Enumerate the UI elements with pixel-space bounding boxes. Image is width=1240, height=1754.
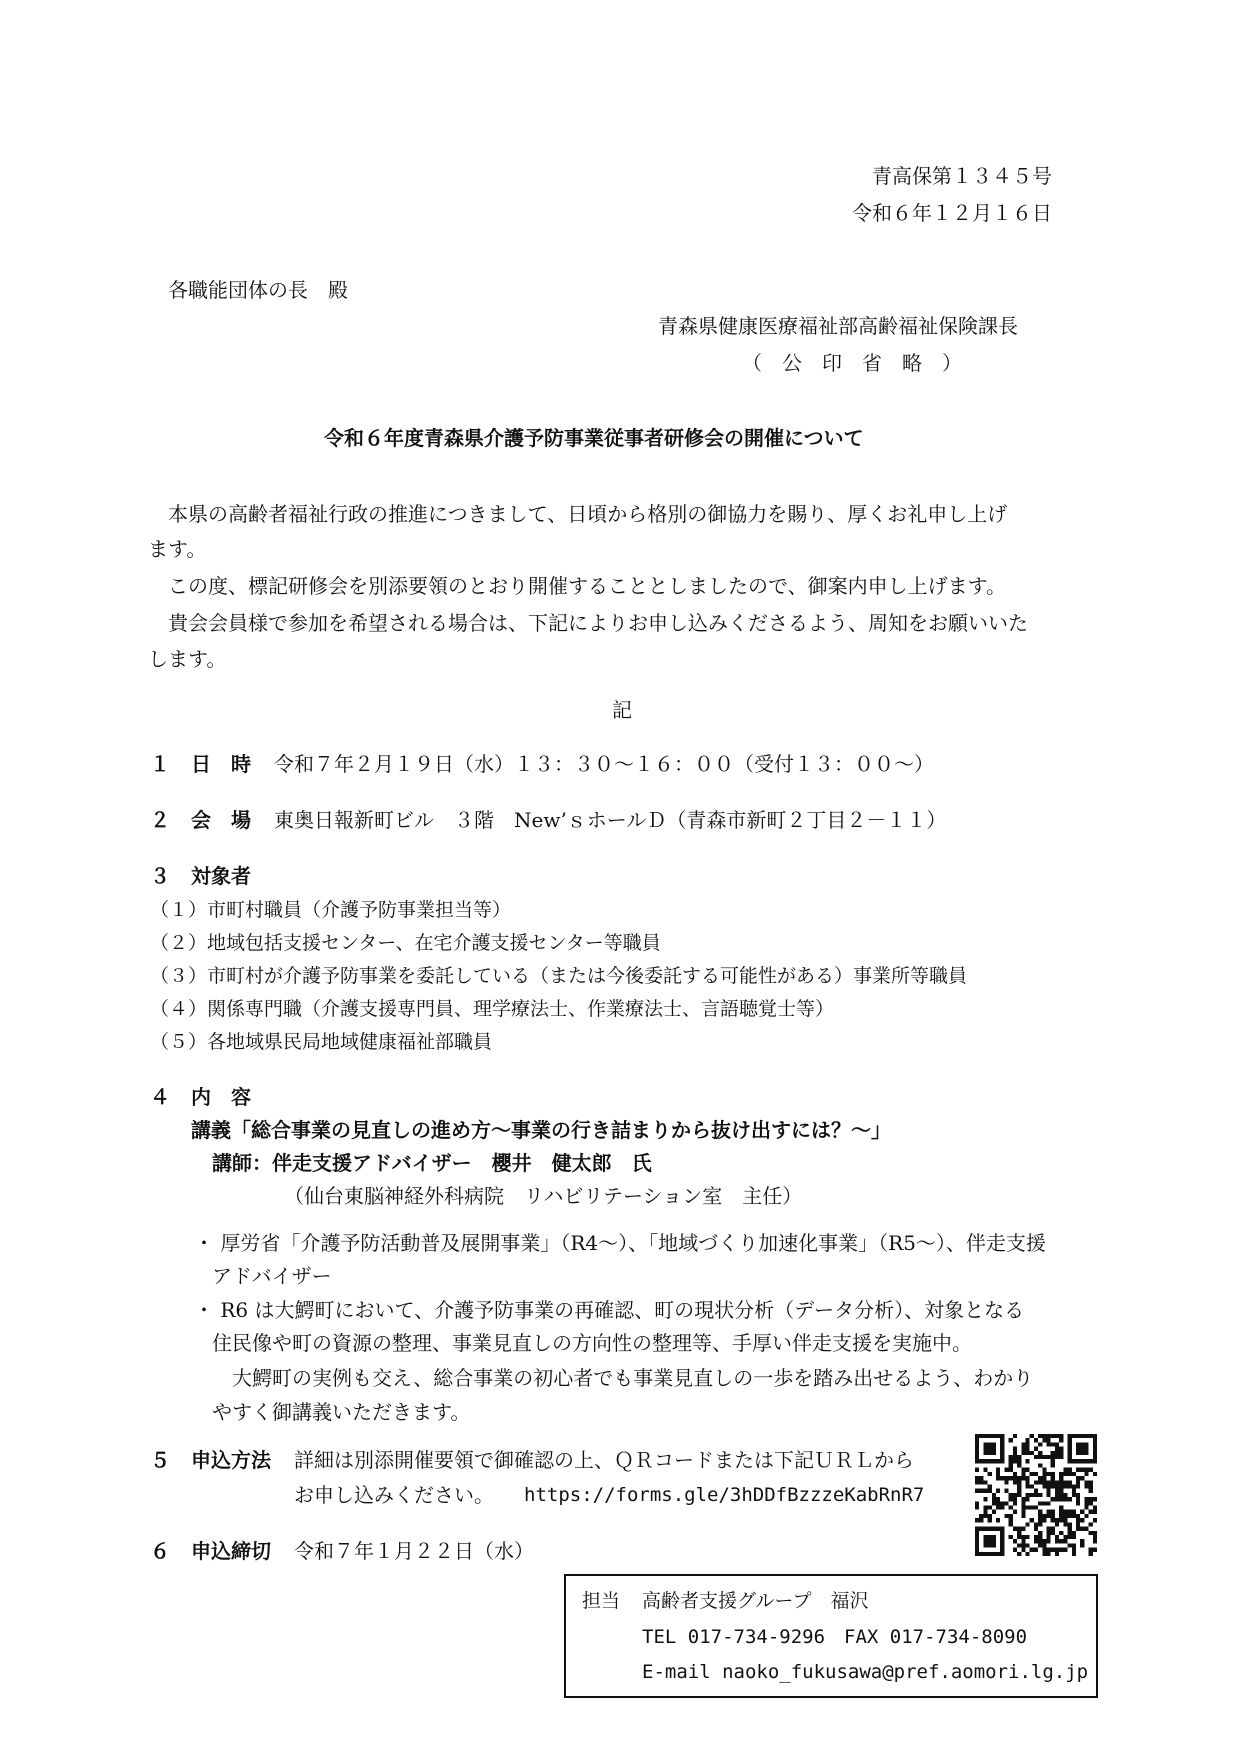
event-venue: 東奥日報新町ビル ３階 New’ｓホールＤ（青森市新町２丁目２－１１） <box>274 808 947 832</box>
profile-bullet-1: ・ 厚労省「介護予防活動普及展開事業」（R4～）、「地域づくり加速化事業」（R5～）、伴走支援 <box>194 1231 1046 1255</box>
target-list-item: （４）関係専門職（介護支援専門員、理学療法士、作業療法士、言語聴覚士等） <box>150 998 835 1020</box>
item-3-label: 対象者 <box>191 864 251 888</box>
target-list-item: （３）市町村が介護予防事業を委託している（または今後委託する可能性がある）事業所等職員 <box>150 965 968 987</box>
event-datetime: 令和７年２月１９日（水）１３：３０～１６：００（受付１３：００～） <box>274 752 934 776</box>
document-number: 青高保第１３４５号 <box>872 164 1052 188</box>
page-title: 令和６年度青森県介護予防事業従事者研修会の開催について <box>324 426 864 450</box>
item-6-number: ６ <box>150 1539 170 1563</box>
ki-heading: 記 <box>612 698 632 722</box>
item-2-number: ２ <box>150 808 170 832</box>
body-paragraph-1-cont: ます。 <box>148 537 207 561</box>
body-paragraph-3-cont: します。 <box>148 647 227 671</box>
contact-group: 高齢者支援グループ 福沢 <box>642 1590 869 1612</box>
apply-instructions-cont: お申し込みください。 <box>294 1483 494 1507</box>
lecture-title: 講義「総合事業の見直しの進め方～事業の行き詰まりから抜け出すには？～」 <box>191 1118 891 1142</box>
lecturer-name: 講師：伴走支援アドバイザー 櫻井 健太郎 氏 <box>212 1151 652 1175</box>
apply-instructions: 詳細は別添開催要領で御確認の上、ＱＲコードまたは下記ＵＲＬから <box>294 1448 914 1472</box>
target-list-item: （５）各地域県民局地域健康福祉部職員 <box>150 1031 493 1053</box>
profile-bullet-2-cont: 住民像や町の資源の整理、事業見直しの方向性の整理等、手厚い伴走支援を実施中。 <box>212 1331 972 1355</box>
contact-label: 担当 <box>582 1590 621 1612</box>
body-paragraph-2: この度、標記研修会を別添要領のとおり開催することとしましたので、御案内申し上げます。 <box>168 574 1006 598</box>
item-1-number: １ <box>150 752 170 776</box>
target-list-item: （２）地域包括支援センター、在宅介護支援センター等職員 <box>150 932 661 954</box>
apply-url-link[interactable]: https://forms.gle/3hDDfBzzzeKabRnR7 <box>524 1484 925 1506</box>
contact-email-link[interactable]: E-mail naoko_fukusawa@pref.aomori.lg.jp <box>642 1661 1089 1683</box>
item-5-number: ５ <box>150 1448 170 1472</box>
target-list-item: （１）市町村職員（介護予防事業担当等） <box>150 899 512 921</box>
profile-bullet-1-cont: アドバイザー <box>212 1264 332 1288</box>
contact-tel-fax: TEL 017-734-9296 FAX 017-734-8090 <box>642 1626 1028 1648</box>
application-deadline: 令和７年１月２２日（水） <box>294 1539 534 1563</box>
item-1-label: 日 時 <box>191 752 251 776</box>
lecture-note: 大鰐町の実例も交え、総合事業の初心者でも事業見直しの一歩を踏み出せるよう、わかり <box>232 1366 1034 1390</box>
contact-box <box>564 1574 1098 1698</box>
item-5-label: 申込方法 <box>191 1448 271 1472</box>
qr-code-icon <box>975 1434 1097 1556</box>
item-2-label: 会 場 <box>191 808 251 832</box>
item-6-label: 申込締切 <box>191 1539 271 1563</box>
seal-omitted: （ 公 印 省 略 ） <box>742 351 962 375</box>
recipient: 各職能団体の長 殿 <box>168 278 348 302</box>
sender-name: 青森県健康医療福祉部高齢福祉保険課長 <box>658 314 1018 338</box>
lecturer-affiliation: （仙台東脳神経外科病院 リハビリテーション室 主任） <box>284 1184 803 1208</box>
document-date: 令和６年１２月１６日 <box>852 201 1052 225</box>
item-4-label: 内 容 <box>191 1085 251 1109</box>
body-paragraph-1: 本県の高齢者福祉行政の推進につきまして、日頃から格別の御協力を賜り、厚くお礼申し上げ <box>168 502 1008 526</box>
item-3-number: ３ <box>150 864 170 888</box>
lecture-note-cont: やすく御講義いただきます。 <box>212 1400 471 1424</box>
item-4-number: ４ <box>150 1085 170 1109</box>
body-paragraph-3: 貴会会員様で参加を希望される場合は、下記によりお申し込みくださるよう、周知をお願いいた <box>168 611 1028 635</box>
profile-bullet-2: ・ R6 は大鰐町において、介護予防事業の再確認、町の現状分析（データ分析）、対象となる <box>194 1298 1025 1322</box>
